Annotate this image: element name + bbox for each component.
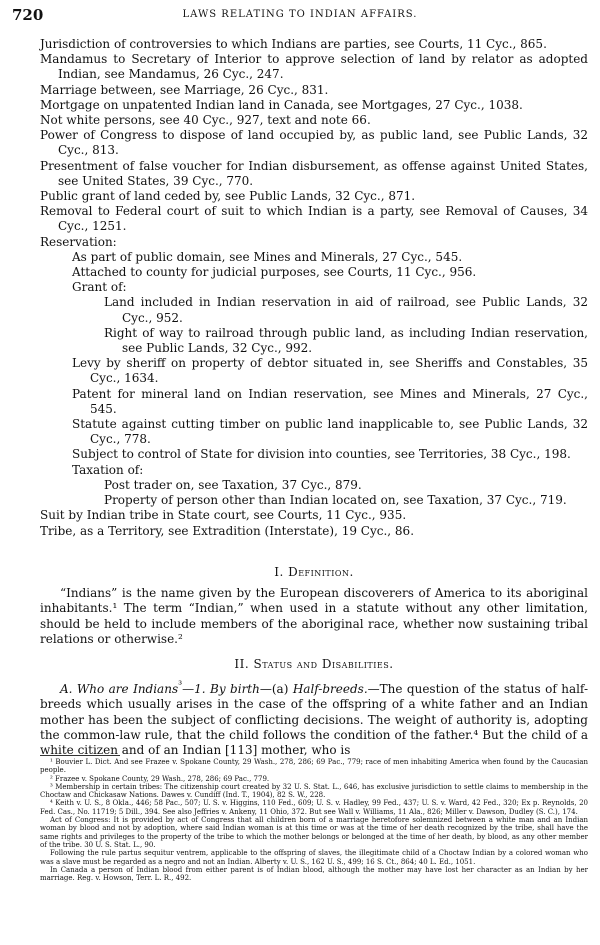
footnote: ⁴ Keith v. U. S., 8 Okla., 446; 58 Pac., 507; U. S. v. Higgins, 110 Fed., 609; U. S. v. Hadley, 99 Fed., 437; U. S. v. Ward, 42 Fed., 320; Ex p. Reynolds, 20 Fed. Cas., No. 11719; 5 Dill., 394. See also Jeffries v. Ankeny, 11 Ohio, 372. But see Wall v. Williams, 11 Ala., 826; Miller v. Dawson, Dudley (S. C.), 174. [40,799,588,816]
status-paragraph-text: —The question of the status of half-breeds which usually arises in the case of the offspring of a white father and an Indian mother has been the subject of conflicting decisions. The weight of authority is, adopting the common-law rule, that the child follows the condition of the father.⁴ But the child of a white citizen and of an Indian [113] mother, who is [40,682,589,758]
running-head: LAWS RELATING TO INDIAN AFFAIRS. [182,9,418,20]
subhead-half-breeds: Half-breeds. [292,682,368,697]
index-entry: Not white persons, see 40 Cyc., 927, text and note 66. [40,113,371,128]
index-entry: Land included in Indian reservation in aid of railroad, see Public Lands, 32 Cyc., 952. [104,295,588,325]
page-header [12,6,588,26]
footnote: Act of Congress: It is provided by act of Congress that all children born of a marriage heretofore solemnized between a white man and an Indian woman by blood and not by adoption, where said Indian woman is at this time or was at the time of her death recognized by the tribe, shall have the same rights and privileges to the property of the tribe to which the mother belongs or belonged at the time of her death, by blood, as any other member of the tribe. 30 U. S. Stat. L., 90. [40,816,588,849]
index-entry: Marriage between, see Marriage, 26 Cyc., 831. [40,82,329,97]
index-entry: Presentment of false voucher for Indian disbursement, as offense against United States, see United States, 39 Cyc., 770. [40,158,588,188]
status-paragraph [40,678,588,758]
footnote-ref-3: ³ [178,680,183,692]
subhead-who-are-indians: A. Who are Indians [60,682,179,697]
index-entry: Property of person other than Indian located on, see Taxation, 37 Cyc., 719. [104,493,567,508]
index-entry: Patent for mineral land on Indian reservation, see Mines and Minerals, 27 Cyc., 545. [72,386,588,416]
index-entry: Taxation of: [72,462,144,477]
index-entry: Jurisdiction of controversies to which Indians are parties, see Courts, 11 Cyc., 865. [40,37,547,51]
footnote-rule [40,755,120,756]
subhead-marker: —(a) [259,682,293,697]
definition-paragraph: “Indians” is the name given by the European discoverers of America to its aboriginal inhabitants.¹ The term “Indian,” when used in a statute without any other limitation, should be held to include members of the aboriginal race, whether now sustaining tribal relations or otherwise.² [40,586,588,646]
index-entry: Grant of: [72,280,127,295]
index-entry: Suit by Indian tribe in State court, see Courts, 11 Cyc., 935. [40,508,407,523]
page-number: 720 [12,6,44,24]
index-entry: Public grant of land ceded by, see Public Lands, 32 Cyc., 871. [40,189,416,204]
footnote: ¹ Bouvier L. Dict. And see Frazee v. Spokane County, 29 Wash., 278, 286; 69 Pac., 779; race of men inhabiting America when found by the Caucasian people. [40,758,588,775]
index-entry: Statute against cutting timber on public land inapplicable to, see Public Lands, 32 Cyc., 778. [72,417,588,447]
index-entry: Mandamus to Secretary of Interior to approve selection of land by relator as adopted Indian, see Mandamus, 26 Cyc., 247. [40,52,588,82]
index-entry: Attached to county for judicial purposes, see Courts, 11 Cyc., 956. [72,265,477,280]
footnote: ³ Membership in certain tribes: The citizenship court created by 32 U. S. Stat. L., 646, has exclusive jurisdiction to settle claims to membership in the Choctaw and Chickasaw Nations. Dawes v. Cundiff (Ind. T., 1904), 82 S. W., 228. [40,782,588,800]
footnote: In Canada a person of Indian blood from either parent is of Indian blood, although the mother may have lost her character as an Indian by her marriage. Reg. v. Howson, Terr. L. R., 492. [40,865,588,883]
subhead-by-birth: —1. By birth [182,682,260,697]
index-entry: Right of way to railroad through public land, as including Indian reservation, see Public Lands, 32 Cyc., 992. [104,325,588,356]
footnote: Following the rule partus sequitur ventrem, applicable to the offspring of slaves, the illegitimate child of a Choctaw Indian by a colored woman who was a slave must be regarded as a negro and not an Indian. Alberty v. U. S., 162 U. S., 499; 16 S. Ct., 864; 40 L. Ed., 1051. [40,849,588,866]
footnote: ² Frazee v. Spokane County, 29 Wash., 278, 286; 69 Pac., 779. [50,774,270,783]
main-text [40,565,588,758]
index-entry: Tribe, as a Territory, see Extradition (Interstate), 19 Cyc., 86. [40,523,415,538]
index-entry: Removal to Federal court of suit to which Indian is a party, see Removal of Causes, 34 Cyc., 1251. [40,204,588,234]
index-entry: Post trader on, see Taxation, 37 Cyc., 879. [104,477,362,492]
index-entries [0,37,600,539]
index-entry: Power of Congress to dispose of land occupied by, as public land, see Public Lands, 32 Cyc., 813. [40,128,588,158]
index-entry: Levy by sheriff on property of debtor situated in, see Sheriffs and Constables, 35 Cyc., 1634. [72,356,588,386]
section-title-definition: I. Definition. [274,565,354,579]
section-title-status: II. Status and Disabilities. [234,657,394,672]
index-entry: Reservation: [40,234,117,249]
index-entry: Subject to control of State for division into counties, see Territories, 38 Cyc., 198. [72,447,571,462]
index-entry: Mortgage on unpatented Indian land in Canada, see Mortgages, 27 Cyc., 1038. [40,97,523,112]
index-entry: As part of public domain, see Mines and Minerals, 27 Cyc., 545. [72,249,463,264]
footnotes [40,758,588,882]
